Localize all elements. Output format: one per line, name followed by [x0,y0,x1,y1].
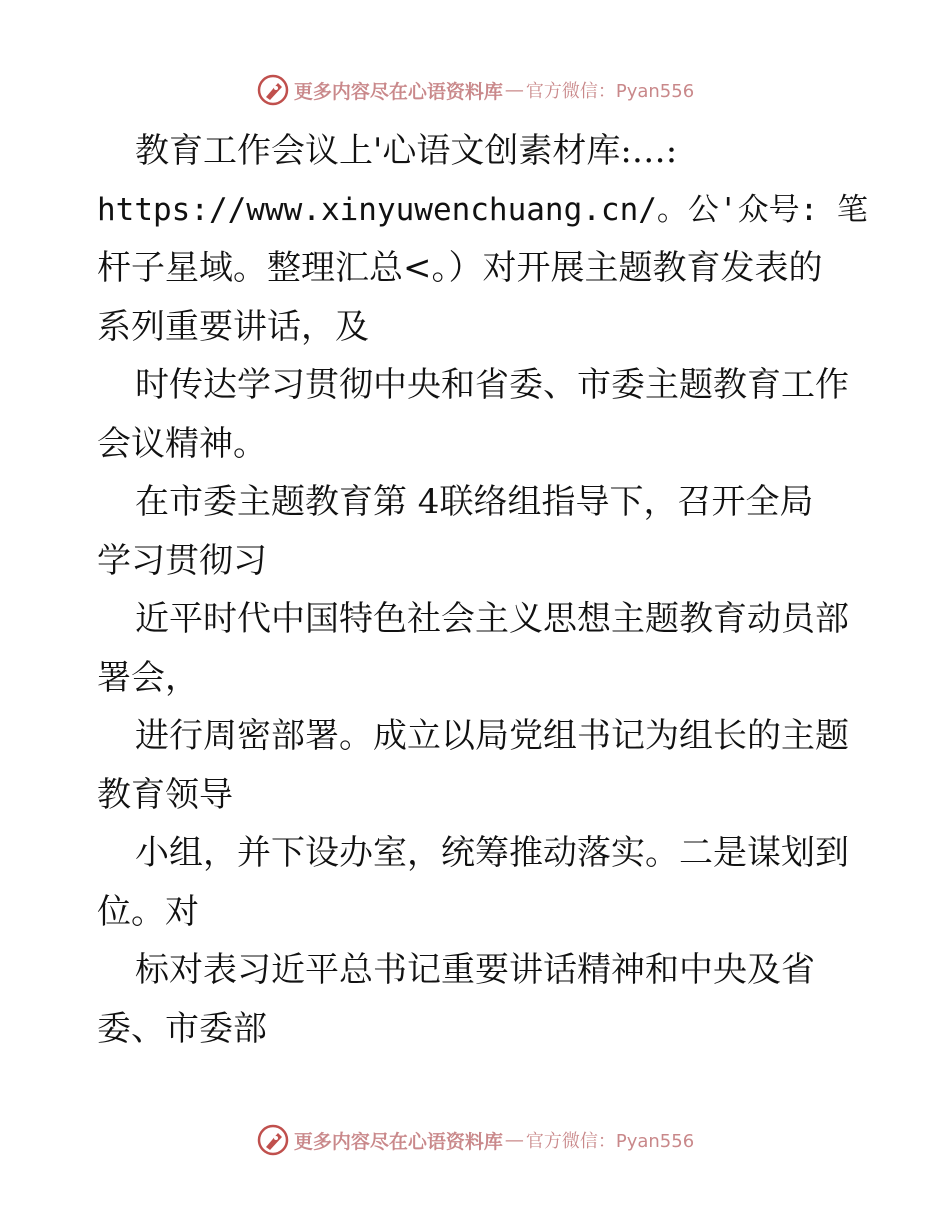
text-line: 在市委主题教育第 4联络组指导下，召开全局 [135,482,814,522]
watermark-text: 更多内容尽在心语资料库 [293,80,503,103]
header-watermark-banner [0,70,950,110]
text-line: 系列重要讲话，及 [97,306,369,347]
pen-nib-logo-icon [256,73,290,107]
text-line: 小组，并下设办室，统筹推动落实。二是谋划到 [135,833,849,873]
footer-watermark-banner [0,1120,950,1160]
text-line: 进行周密部署。成立以局党组书记为组长的主题 [135,716,849,756]
text-line: 标对表习近平总书记重要讲话精神和中央及省 [135,950,815,990]
watermark-contact: 官方微信：Pyan556 [525,1131,695,1152]
watermark-dash: — [504,79,524,101]
document-body [97,122,868,1058]
text-line: 近平时代中国特色社会主义思想主题教育动员部 [135,599,849,639]
pen-nib-logo-icon [256,1123,290,1157]
watermark-contact: 官方微信：Pyan556 [525,81,695,102]
watermark-text: 更多内容尽在心语资料库 [293,1130,503,1153]
text-line: 委、市委部 [97,1008,267,1049]
text-line: 学习贯彻习 [97,540,267,581]
text-line: 教育领导 [97,774,233,815]
text-line: 教育工作会议上'心语文创素材库:…: [135,131,678,171]
text-line: https://www.xinyuwenchuang.cn/。公'众号: 笔 [97,191,868,228]
text-line: 位。对 [97,891,199,932]
text-line: 署会， [97,657,199,698]
text-line: 杆子星域。整理汇总<。）对开展主题教育发表的 [97,248,823,288]
watermark-dash: — [504,1129,524,1151]
text-line: 会议精神。 [97,423,267,464]
text-line: 时传达学习贯彻中央和省委、市委主题教育工作 [135,365,849,405]
